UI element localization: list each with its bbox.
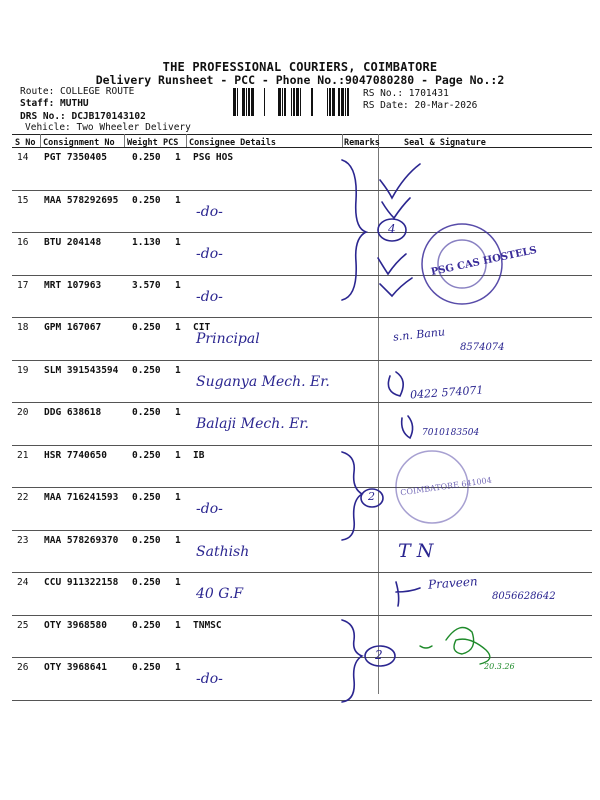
header-consignment: Consignment No — [43, 138, 115, 148]
row-consignment-no: BTU 204148 — [44, 237, 102, 248]
signature-name: T N — [398, 540, 434, 562]
remarks-count: 4 — [388, 222, 396, 236]
row-handwritten-consignee: -do- — [196, 203, 223, 220]
header-consignee: Consignee Details — [189, 138, 276, 148]
row-sno: 25 — [17, 619, 29, 631]
row-handwritten-consignee: -do- — [196, 671, 223, 687]
row-handwritten-consignee: 40 G.F — [196, 586, 244, 602]
header-seal: Seal & Signature — [404, 138, 486, 148]
row-sno: 24 — [17, 577, 29, 588]
row-pcs: 1 — [175, 279, 181, 291]
row-consignment-no: MAA 578269370 — [44, 534, 119, 546]
header-remarks: Remarks — [344, 138, 380, 148]
row-sno: 26 — [17, 662, 29, 673]
row-weight: 0.250 — [132, 364, 161, 376]
brace-mark — [342, 452, 362, 540]
row-sno: 21 — [17, 449, 29, 461]
drs-label: DRS No.: DCJB170143102 — [20, 111, 146, 122]
row-pcs: 1 — [175, 364, 181, 376]
row-weight: 0.250 — [132, 152, 161, 163]
tick-mark — [380, 278, 412, 296]
row-pcs: 1 — [175, 449, 181, 461]
vehicle-label: Vehicle: Two Wheeler Delivery — [25, 122, 191, 133]
signature-name: s.n. Banu — [392, 325, 446, 344]
signature-name: Praveen — [427, 574, 479, 592]
row-pcs: 1 — [175, 534, 181, 546]
row-sno: 14 — [17, 152, 29, 163]
row-weight: 0.250 — [132, 534, 161, 546]
row-consignment-no: DDG 638618 — [44, 407, 102, 418]
row-consignment-no: MAA 716241593 — [44, 492, 119, 503]
row-handwritten-consignee: -do- — [196, 501, 223, 517]
rs-date: RS Date: 20-Mar-2026 — [363, 100, 478, 111]
stamp-text: PSG CAS HOSTELS — [430, 244, 538, 279]
row-consignee: TNMSC — [193, 619, 222, 631]
row-consignment-no: MAA 578292695 — [44, 194, 119, 206]
header-pcs: PCS — [163, 138, 179, 148]
tick-mark — [378, 254, 406, 274]
row-weight: 0.250 — [132, 662, 161, 673]
row-weight: 3.570 — [132, 279, 161, 291]
row-handwritten-consignee: Sathish — [196, 543, 250, 560]
tick-mark — [380, 164, 420, 198]
row-pcs: 1 — [175, 492, 181, 503]
brace-mark — [342, 620, 362, 702]
row-handwritten-consignee: Suganya Mech. Er. — [196, 373, 330, 390]
row-consignment-no: CCU 911322158 — [44, 577, 119, 588]
row-weight: 0.250 — [132, 577, 161, 588]
row-weight: 0.250 — [132, 449, 161, 461]
signature-scribble — [402, 416, 413, 438]
tick-mark — [382, 198, 410, 218]
row-handwritten-consignee: -do- — [196, 288, 223, 305]
row-sno: 22 — [17, 492, 29, 503]
row-sno: 15 — [17, 194, 29, 206]
row-weight: 0.250 — [132, 619, 161, 631]
green-signature-scribble — [446, 628, 490, 665]
row-consignment-no: GPM 167067 — [44, 322, 102, 333]
signature-phone: 0422 574071 — [409, 383, 484, 402]
row-consignee: CIT — [193, 322, 211, 333]
signature-scribble — [388, 372, 403, 396]
row-pcs: 1 — [175, 152, 181, 163]
row-consignee: IB — [193, 449, 205, 461]
signature-scribble — [396, 582, 420, 606]
row-weight: 0.250 — [132, 407, 161, 418]
row-weight: 1.130 — [132, 237, 161, 248]
remarks-count: 2 — [368, 490, 375, 503]
rs-number: RS No.: 1701431 — [363, 88, 449, 99]
company-title: THE PROFESSIONAL COURIERS, COIMBATORE — [162, 60, 438, 74]
row-pcs: 1 — [175, 322, 181, 333]
row-weight: 0.250 — [132, 322, 161, 333]
row-pcs: 1 — [175, 619, 181, 631]
signature-phone: 8056628642 — [492, 591, 556, 602]
row-sno: 20 — [17, 407, 29, 418]
row-sno: 23 — [17, 534, 29, 546]
signature-phone: 7010183504 — [422, 428, 480, 438]
row-handwritten-consignee: -do- — [196, 246, 223, 262]
runsheet-subtitle: Delivery Runsheet - PCC - Phone No.:9047080280 - Page No.:2 — [95, 73, 505, 87]
route-label: Route: COLLEGE ROUTE — [20, 86, 135, 97]
signature-date: 20.3.26 — [484, 662, 515, 671]
header-sno: S No — [15, 138, 36, 148]
header-weight: Weight — [127, 138, 158, 148]
row-handwritten-consignee: Principal — [196, 331, 260, 347]
row-consignment-no: OTY 3968641 — [44, 662, 107, 673]
row-sno: 16 — [17, 237, 29, 248]
row-sno: 19 — [17, 364, 29, 376]
brace-mark — [342, 160, 366, 300]
row-consignment-no: OTY 3968580 — [44, 619, 107, 631]
row-sno: 18 — [17, 322, 29, 333]
staff-label: Staff: MUTHU — [20, 98, 89, 109]
row-pcs: 1 — [175, 662, 181, 673]
row-consignment-no: MRT 107963 — [44, 279, 102, 291]
remarks-count: 2 — [375, 648, 383, 662]
row-consignment-no: PGT 7350405 — [44, 152, 107, 163]
row-weight: 0.250 — [132, 492, 161, 503]
row-pcs: 1 — [175, 407, 181, 418]
stamp-text: COIMBATORE 641004 — [399, 475, 493, 498]
row-consignment-no: SLM 391543594 — [44, 364, 119, 376]
row-consignment-no: HSR 7740650 — [44, 449, 107, 461]
row-pcs: 1 — [175, 237, 181, 248]
green-signature-scribble — [420, 646, 432, 648]
row-sno: 17 — [17, 279, 29, 291]
signature-phone: 8574074 — [460, 342, 505, 353]
row-weight: 0.250 — [132, 194, 161, 206]
row-consignee: PSG HOS — [193, 152, 234, 163]
row-handwritten-consignee: Balaji Mech. Er. — [196, 416, 309, 432]
row-pcs: 1 — [175, 194, 181, 206]
row-pcs: 1 — [175, 577, 181, 588]
